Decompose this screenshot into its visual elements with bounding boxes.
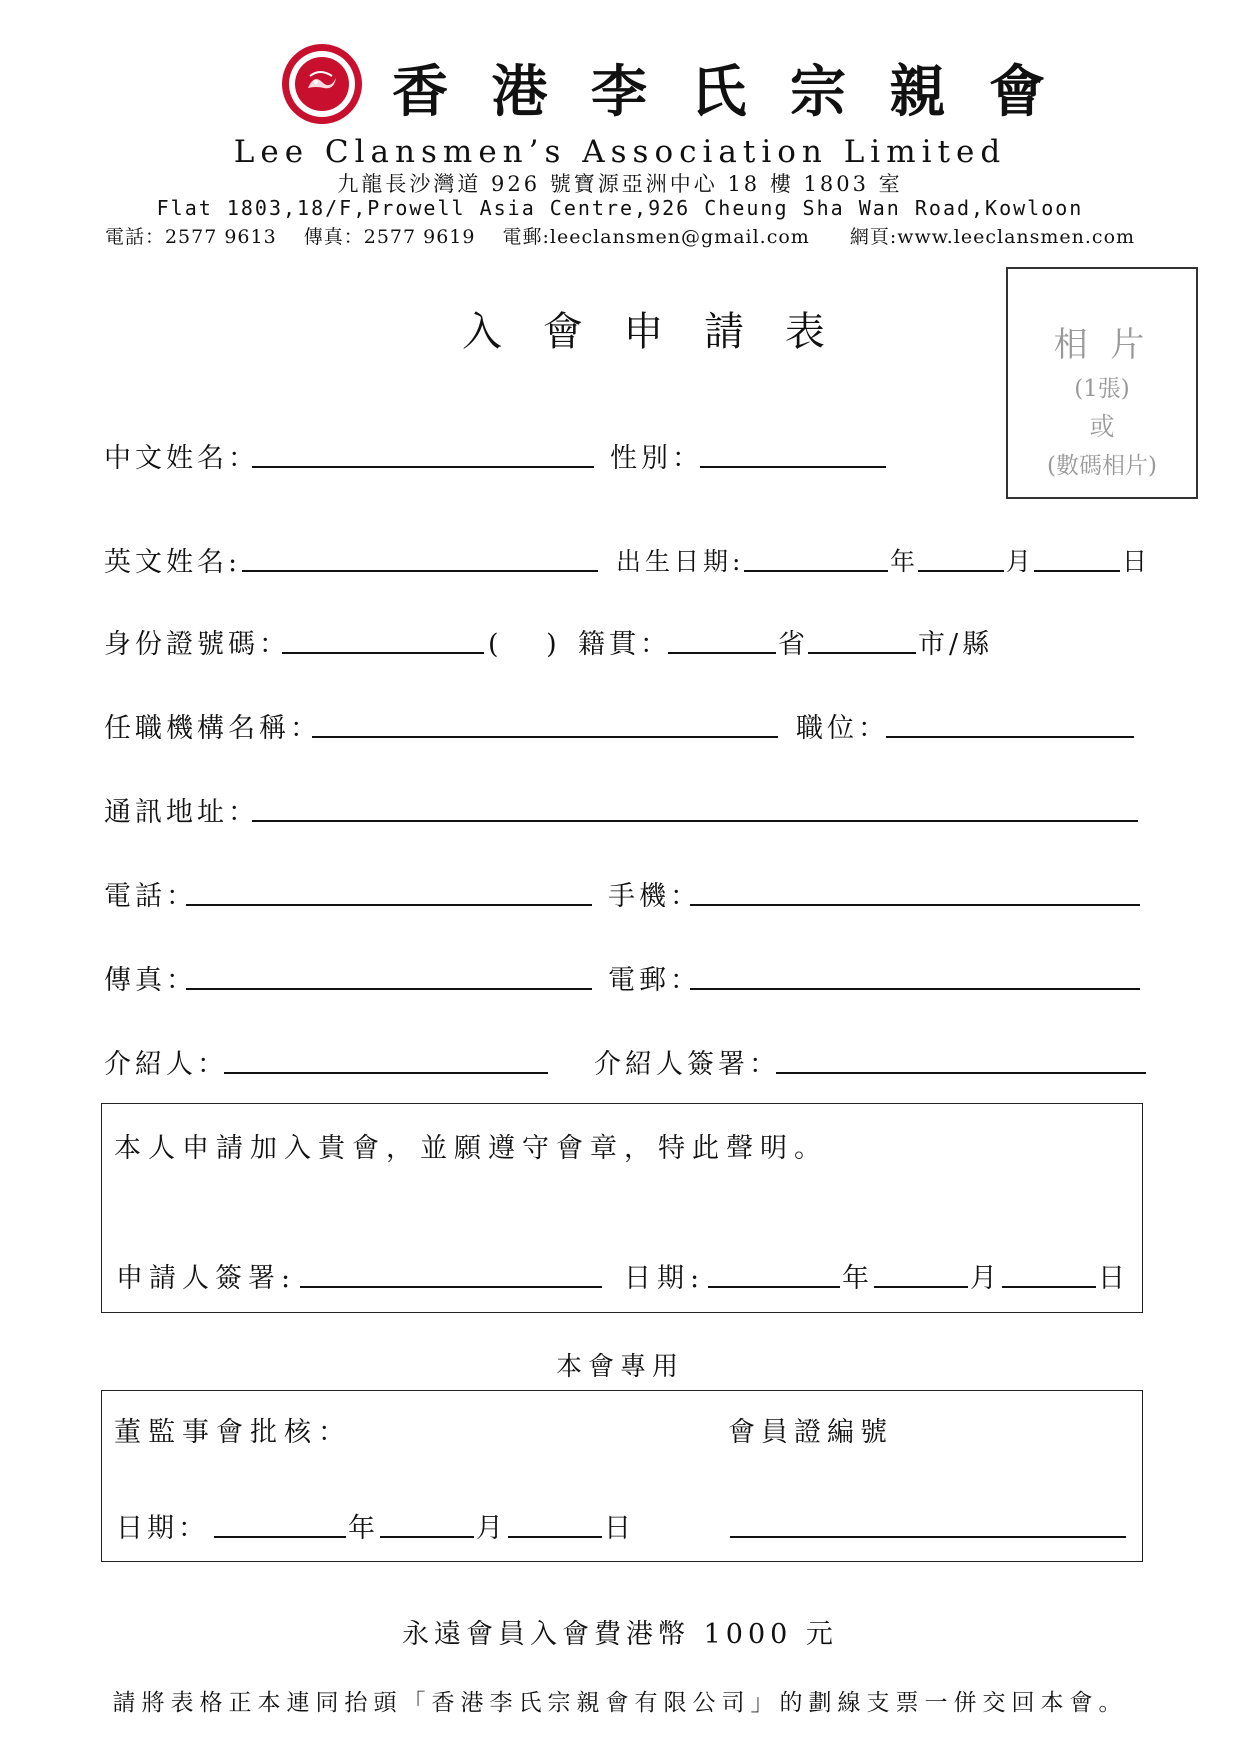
employer-label: 任職機構名稱： (104, 713, 321, 744)
native-place-label: 籍貫： (578, 629, 671, 660)
declaration-day-field[interactable] (1002, 1286, 1096, 1288)
employer-field[interactable] (312, 736, 778, 738)
address-label: 通訊地址： (104, 797, 259, 828)
dob-day-field[interactable] (1034, 570, 1120, 572)
referrer-signature-field[interactable] (776, 1072, 1146, 1074)
membership-fee: 永遠會員入會費港幣 1000 元 (402, 1619, 838, 1650)
declaration-year-field[interactable] (708, 1286, 840, 1288)
id-number-label: 身份證號碼： (104, 629, 290, 660)
position-field[interactable] (886, 736, 1134, 738)
chinese-name-field[interactable] (252, 466, 594, 468)
referrer-field[interactable] (224, 1072, 548, 1074)
dob-month-field[interactable] (918, 570, 1004, 572)
declaration-text: 本人申請加入貴會，並願遵守會章，特此聲明。 (114, 1133, 828, 1164)
fax-field[interactable] (186, 988, 592, 990)
office-year-label: 年 (348, 1513, 379, 1544)
board-approval-label: 董監事會批核： (114, 1417, 352, 1448)
city-field[interactable] (808, 652, 916, 654)
form-title: 入 會 申 請 表 (462, 309, 839, 355)
office-year-field[interactable] (214, 1536, 346, 1538)
phone-field[interactable] (186, 904, 592, 906)
member-card-number-field[interactable] (730, 1536, 1126, 1538)
dob-month-label: 月 (1006, 547, 1036, 576)
english-name-label: 英文姓名: (104, 547, 242, 578)
declaration-day-label: 日 (1098, 1263, 1129, 1294)
gender-label: 性別： (610, 443, 703, 474)
province-label: 省 (778, 629, 809, 660)
dob-year-field[interactable] (744, 570, 888, 572)
association-seal-logo (280, 42, 364, 126)
office-date-label: 日期： (116, 1513, 209, 1544)
id-check-digit-field[interactable]: ( ) (488, 629, 561, 660)
email-label: 電郵： (608, 965, 701, 996)
applicant-signature-label: 申請人簽署: (116, 1263, 297, 1294)
mobile-label: 手機： (608, 881, 701, 912)
position-label: 職位： (796, 713, 889, 744)
address-english: Flat 1803,18/F,Prowell Asia Centre,926 Cheung Sha Wan Road,Kowloon (156, 196, 1084, 220)
submission-note: 請將表格正本連同抬頭「香港李氏宗親會有限公司」的劃線支票一併交回本會。 (112, 1690, 1128, 1716)
dob-label: 出生日期: (616, 547, 745, 576)
office-use-heading: 本會專用 (555, 1352, 684, 1382)
phone-label: 電話： (104, 881, 197, 912)
dob-day-label: 日 (1122, 547, 1152, 576)
office-month-field[interactable] (380, 1536, 474, 1538)
office-day-field[interactable] (508, 1536, 602, 1538)
applicant-signature-field[interactable] (300, 1286, 602, 1288)
photo-count: (1張) (1074, 376, 1130, 402)
dob-year-label: 年 (890, 547, 920, 576)
org-name-chinese: 香 港 李 氏 宗 親 會 (392, 59, 1057, 125)
office-month-label: 月 (476, 1513, 507, 1544)
address-chinese: 九龍長沙灣道 926 號寶源亞洲中心 18 樓 1803 室 (337, 172, 903, 196)
referrer-signature-label: 介紹人簽署： (594, 1049, 780, 1080)
declaration-date-label: 日期: (624, 1263, 706, 1294)
member-card-number-label: 會員證編號 (728, 1417, 893, 1448)
chinese-name-label: 中文姓名： (104, 443, 259, 474)
english-name-field[interactable] (242, 570, 598, 572)
photo-or: 或 (1089, 412, 1115, 441)
fax-label: 傳真： (104, 965, 197, 996)
declaration-month-label: 月 (970, 1263, 1001, 1294)
office-day-label: 日 (604, 1513, 635, 1544)
org-name-english: Lee Clansmen’s Association Limited (233, 134, 1007, 170)
city-label: 市/縣 (918, 629, 994, 660)
contact-line: 電話：2577 9613 傳真：2577 9619 電郵:leeclansmen@gmail.com 網頁:www.leeclansmen.com (104, 226, 1136, 248)
address-field[interactable] (252, 820, 1138, 822)
photo-box (1006, 267, 1198, 499)
mobile-field[interactable] (690, 904, 1140, 906)
id-number-field[interactable] (282, 652, 484, 654)
declaration-month-field[interactable] (874, 1286, 968, 1288)
photo-label: 相 片 (1053, 325, 1151, 365)
photo-digital: (數碼相片) (1047, 453, 1157, 479)
email-field[interactable] (690, 988, 1140, 990)
province-field[interactable] (668, 652, 776, 654)
declaration-year-label: 年 (842, 1263, 873, 1294)
gender-field[interactable] (700, 466, 886, 468)
referrer-label: 介紹人： (104, 1049, 228, 1080)
